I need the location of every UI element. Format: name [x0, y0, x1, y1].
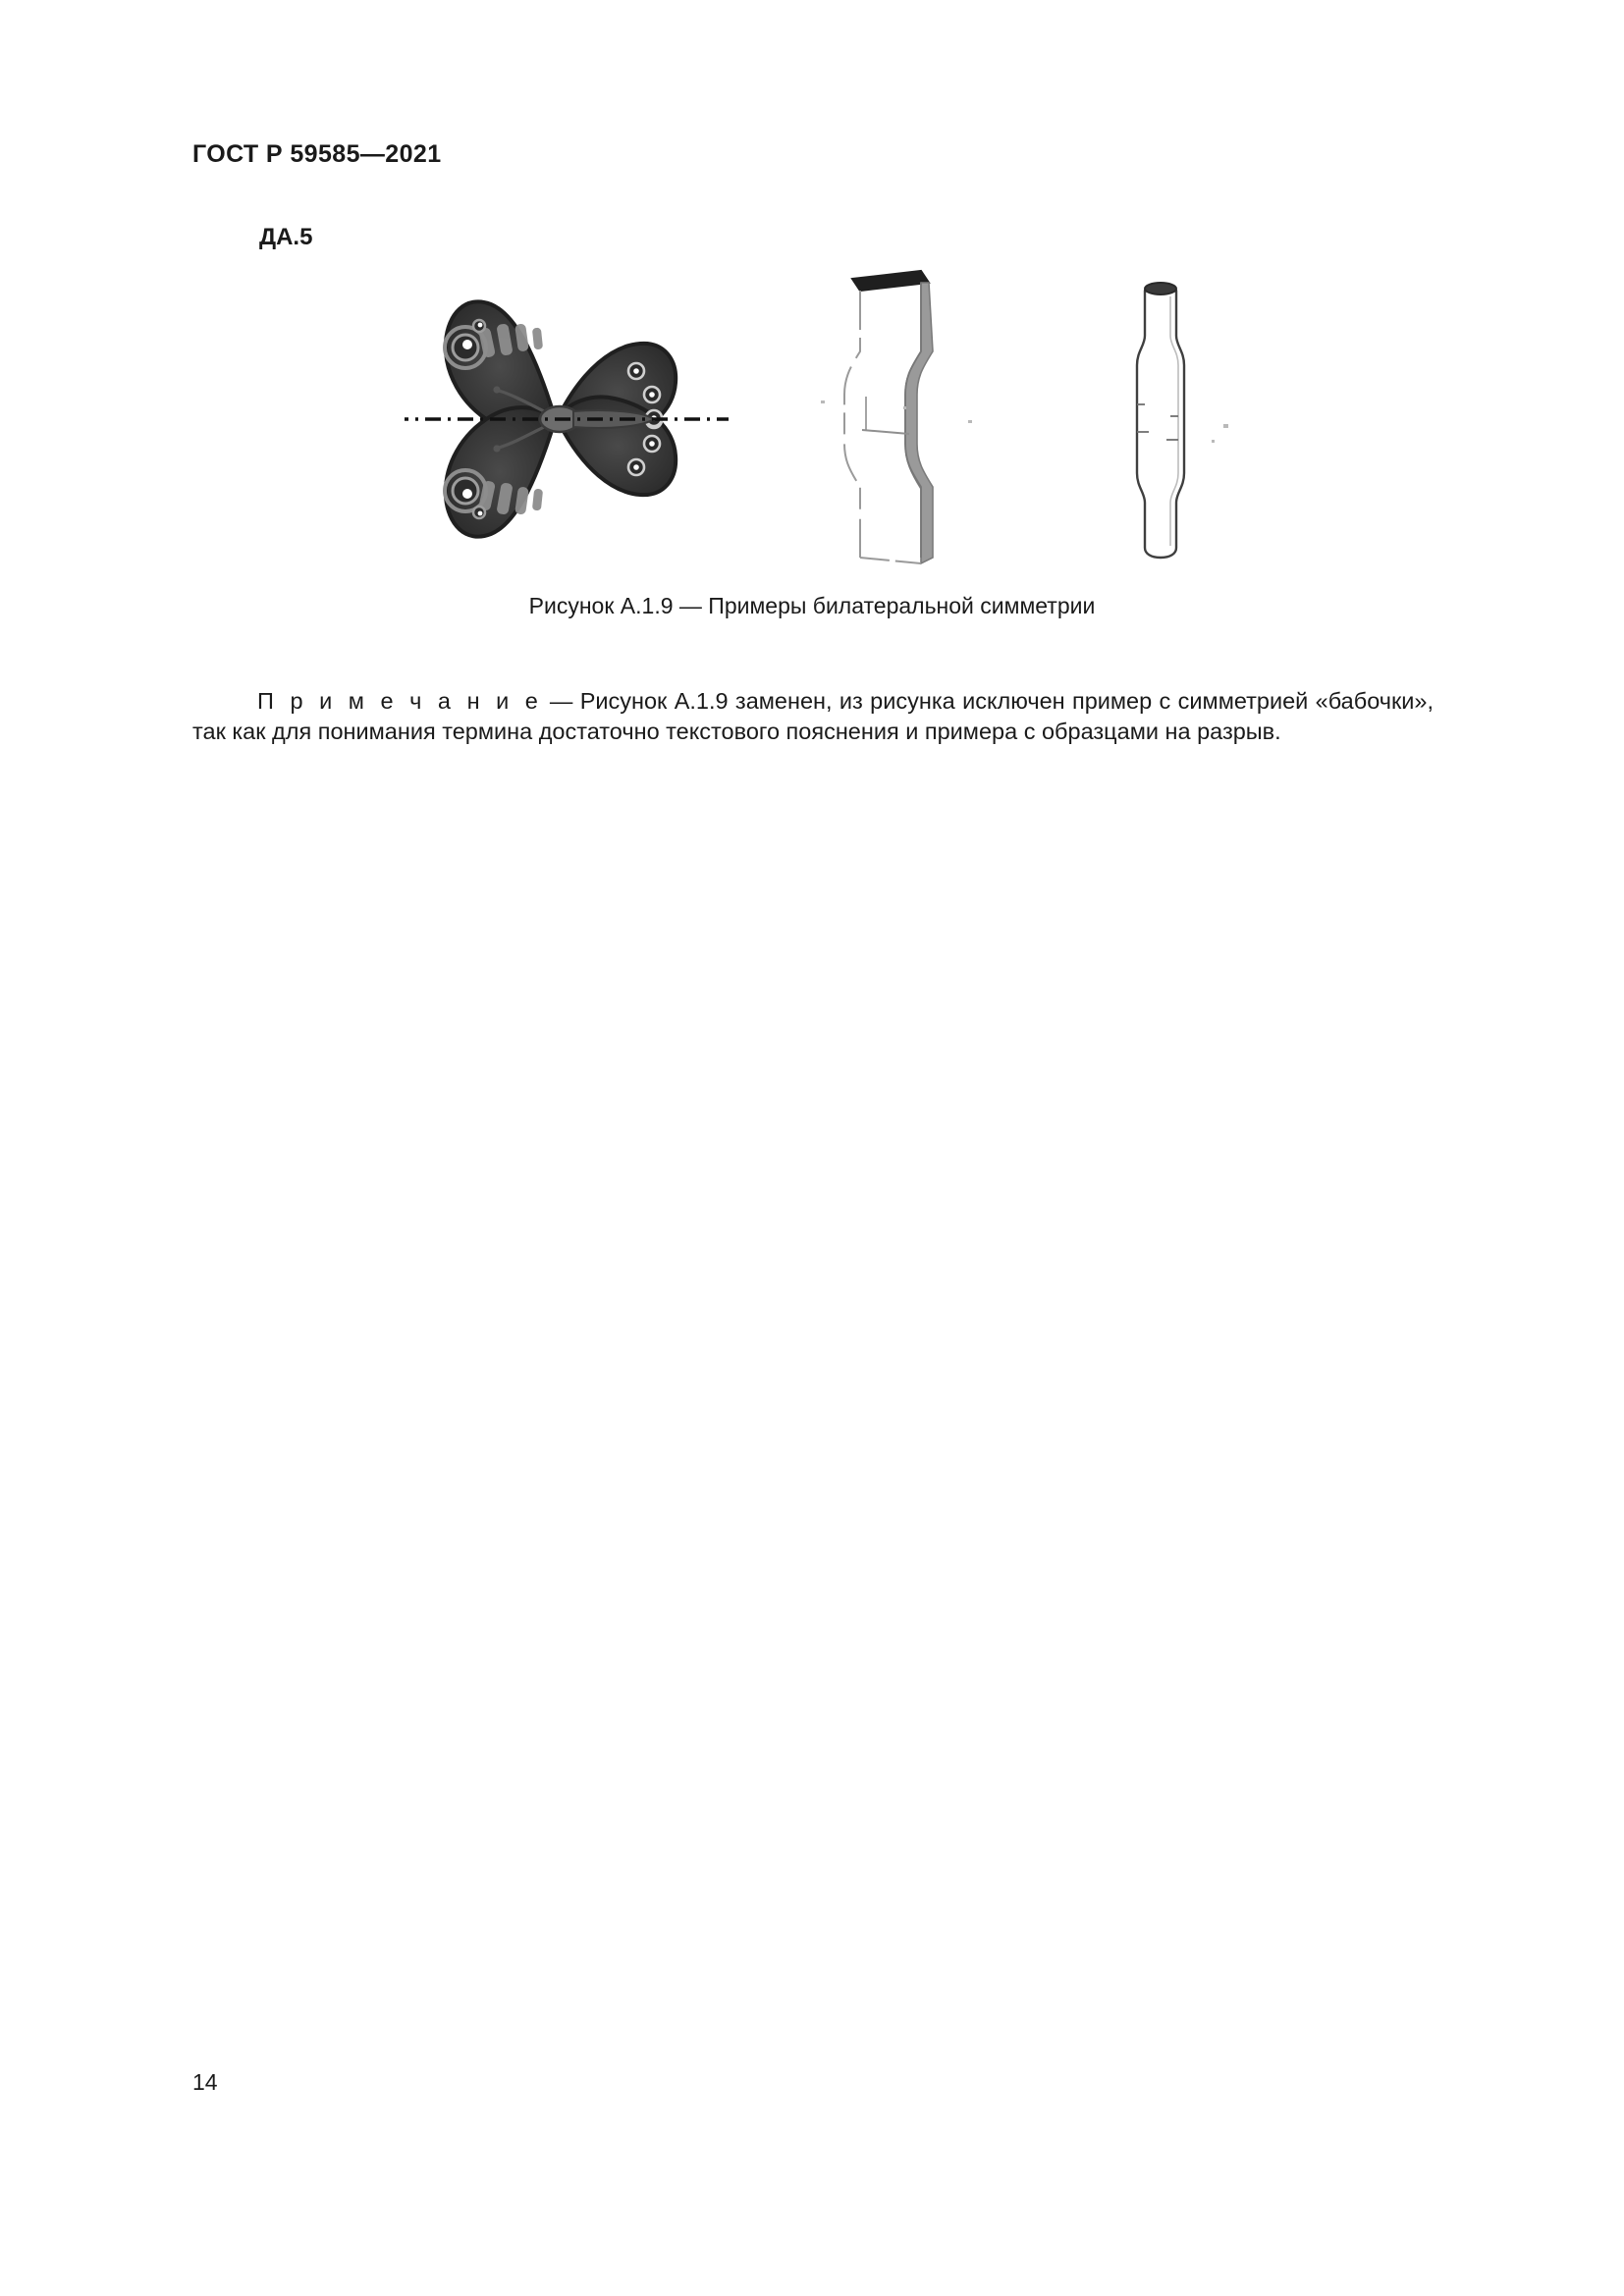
- figure-a-1-9: [192, 257, 1434, 581]
- figure-caption: Рисунок А.1.9 — Примеры билатеральной симметрии: [528, 593, 1096, 618]
- butterfly-symmetry-example: [405, 257, 729, 581]
- round-specimen-illustration: [1076, 257, 1272, 581]
- note-body-text: Рисунок А.1.9 заменен, из рисунка исключен пример с симметрией «бабочки», так как для понимания термина достаточно текстового пояснения и примера с образцами на разрыв.: [192, 687, 1434, 744]
- clause-label: ДА.5: [259, 224, 313, 250]
- flat-tensile-specimen: [811, 257, 1007, 581]
- flat-specimen-illustration: [811, 257, 1007, 581]
- scan-artifacts: [1212, 424, 1228, 443]
- round-tensile-specimen: [1076, 257, 1272, 581]
- page-number: 14: [192, 2069, 218, 2095]
- note-dash: —: [542, 687, 580, 714]
- note-paragraph: [192, 686, 1434, 747]
- note-term-label: П р и м е ч а н и е: [257, 687, 543, 714]
- document-header-standard-number: ГОСТ Р 59585—2021: [192, 140, 442, 168]
- butterfly-illustration: [405, 257, 729, 581]
